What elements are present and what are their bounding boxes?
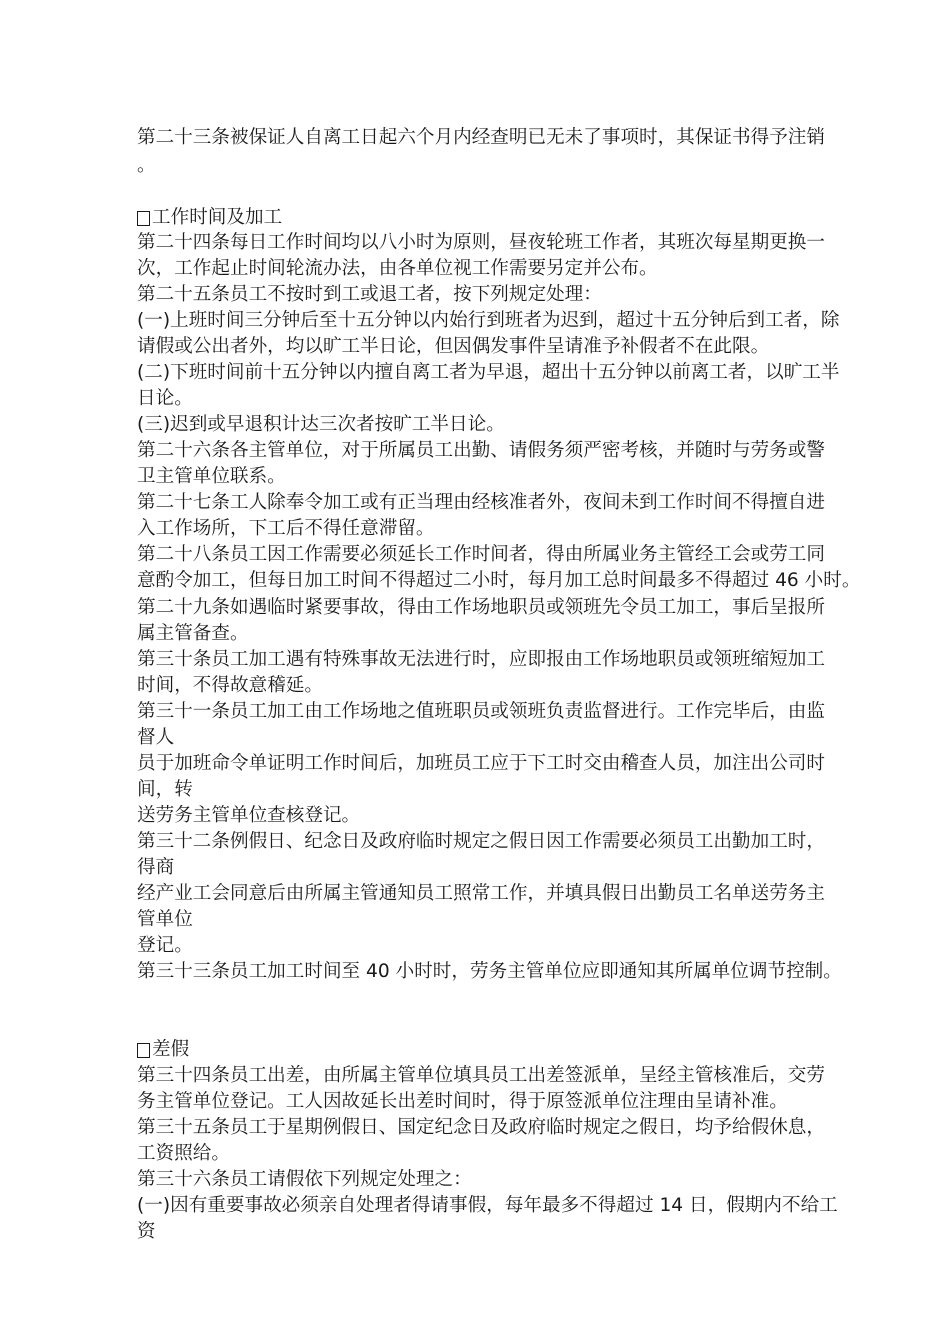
text-line: 卫主管单位联系。 (137, 466, 286, 487)
text-line: (三)迟到或早退积计达三次者按旷工半日论。 (137, 414, 505, 435)
section-heading-leave (137, 1037, 189, 1063)
text-line: 次，工作起止时间轮流办法，由各单位视工作需要另定并公布。 (137, 258, 658, 279)
text-line: (一)上班时间三分钟后至十五分钟以内始行到班者为迟到，超过十五分钟后到工者，除 (137, 310, 840, 331)
text-line: 第二十四条每日工作时间均以八小时为原则，昼夜轮班工作者，其班次每星期更换一 (137, 232, 825, 253)
text-line: 请假或公出者外，均以旷工半日论，但因偶发事件呈请准予补假者不在此限。 (137, 336, 770, 357)
text-line: (二)下班时间前十五分钟以内擅自离工者为早退，超出十五分钟以前离工者，以旷工半 (137, 362, 840, 383)
text-line: 送劳务主管单位查核登记。 (137, 805, 361, 826)
text-line: 第三十三条员工加工时间至 40 小时时，劳务主管单位应即通知其所属单位调节控制。 (137, 961, 842, 982)
text-line: 第三十一条员工加工由工作场地之值班职员或领班负责监督进行。工作完毕后，由监 (137, 701, 825, 722)
text-line: 经产业工会同意后由所属主管通知员工照常工作，并填具假日出勤员工名单送劳务主 (137, 883, 825, 904)
checkbox-square-icon (137, 1043, 150, 1058)
text-line: 务主管单位登记。工人因故延长出差时间时，得于原签派单位注理由呈请补准。 (137, 1091, 788, 1112)
text-line: 管单位 (137, 909, 193, 930)
section-heading-text: 差假 (152, 1039, 190, 1060)
text-line: 资 (137, 1221, 156, 1242)
text-line: 登记。 (137, 935, 193, 956)
text-line: 意酌令加工，但每日加工时间不得超过二小时，每月加工总时间最多不得超过 46 小时。 (137, 570, 861, 591)
text-line: 第二十九条如遇临时紧要事故，得由工作场地职员或领班先令员工加工，事后呈报所 (137, 597, 825, 618)
text-line: 第三十四条员工出差，由所属主管单位填具员工出差签派单，呈经主管核准后，交劳 (137, 1065, 825, 1086)
text-line: 第二十七条工人除奉令加工或有正当理由经核准者外，夜间未到工作时间不得擅自进 (137, 492, 825, 513)
text-line: 得商 (137, 857, 175, 878)
text-line: (一)因有重要事故必须亲自处理者得请事假，每年最多不得超过 14 日，假期内不给工 (137, 1195, 838, 1216)
text-line: 第三十六条员工请假依下列规定处理之： (137, 1169, 472, 1190)
text-line: 第三十条员工加工遇有特殊事故无法进行时，应即报由工作场地职员或领班缩短加工 (137, 649, 825, 670)
text-line: 第二十五条员工不按时到工或退工者，按下列规定处理： (137, 284, 602, 305)
text-line: 。 (137, 155, 156, 176)
text-line: 入工作场所，下工后不得任意滞留。 (137, 518, 435, 539)
text-line: 时间，不得故意稽延。 (137, 675, 323, 696)
text-line: 督人 (137, 727, 175, 748)
text-line: 日论。 (137, 388, 193, 409)
text-line: 第二十三条被保证人自离工日起六个月内经查明已无未了事项时，其保证书得予注销 (137, 127, 825, 148)
checkbox-square-icon (137, 211, 150, 226)
text-line: 间，转 (137, 779, 193, 800)
text-line: 第三十五条员工于星期例假日、国定纪念日及政府临时规定之假日，均予给假休息， (137, 1117, 825, 1138)
text-line: 第二十八条员工因工作需要必须延长工作时间者，得由所属业务主管经工会或劳工同 (137, 544, 825, 565)
text-line: 员于加班命令单证明工作时间后，加班员工应于下工时交由稽查人员，加注出公司时 (137, 753, 825, 774)
section-heading-text: 工作时间及加工 (152, 207, 283, 228)
text-line: 工资照给。 (137, 1143, 230, 1164)
text-line: 属主管备查。 (137, 623, 249, 644)
text-line: 第三十二条例假日、纪念日及政府临时规定之假日因工作需要必须员工出勤加工时， (137, 831, 825, 852)
text-line: 第二十六条各主管单位，对于所属员工出勤、请假务须严密考核，并随时与劳务或警 (137, 440, 825, 461)
section-heading-work-hours (137, 205, 282, 231)
